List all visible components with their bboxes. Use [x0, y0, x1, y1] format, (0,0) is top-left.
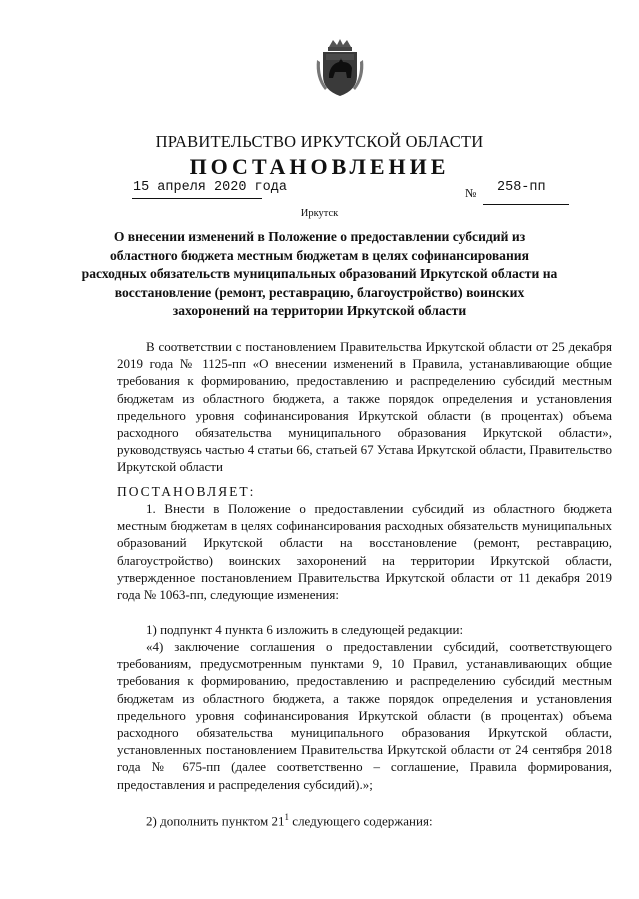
quoted-amendment-paragraph: «4) заключение соглашения о предоставлении субсидий, соответствующего требованиям, предусмотренным пунктами 9, 10 Правил, устанавливающих общие требования к формированию, предоставлению и распределению субсидий местным бюджетам из областного бюджета, а также порядок определения и установления предельного уровня софинансирования Иркутской области (в процентах) объема расходного обязательства муниципального образования Иркутской области, установленных постановлением Правительства Иркутской области от 24 сентября 2018 года № 675-пп (далее соответственно – соглашение, Правила формирования, предоставления и распределения субсидий).»; — [117, 639, 612, 792]
subitem-2-superscript: 1 — [284, 812, 290, 822]
document-title — [0, 228, 639, 321]
subitem-1-paragraph: 1) подпункт 4 пункта 6 изложить в следующей редакции: — [146, 622, 464, 637]
document-title-text: О внесении изменений в Положение о предоставлении субсидий из областного бюджета местным бюджетам в целях софинансирования расходных обязательств муниципальных образований Иркутской области на восстановление (ремонт, реставрацию, благоустройство) воинских захоронений на территории Иркутской области — [81, 229, 558, 318]
coat-of-arms-icon — [315, 38, 365, 98]
place-of-issue: Иркутск — [300, 208, 339, 219]
document-type-heading: ПОСТАНОВЛЕНИЕ — [189, 154, 450, 179]
document-date: 15 апреля 2020 года — [133, 180, 287, 195]
subitem-2-prefix: 2) дополнить пунктом 21 — [146, 813, 285, 829]
preamble-paragraph: В соответствии с постановлением Правительства Иркутской области от 25 декабря 2019 года № 1125-пп «О внесении изменений в Правила, устанавливающие общие требования к формированию, предоставлению и распределению субсидий местным бюджетам из областного бюджета, а также порядок определения и установления предельного уровня софинансирования Иркутской области (в процентах) объема расходного обязательства муниципального образования Иркутской области», руководствуясь частью 4 статьи 66, статьей 67 Устава Иркутской области, Правительство Иркутской области — [117, 339, 612, 475]
subitem-2-suffix: следующего содержания: — [289, 813, 433, 829]
number-underline — [483, 204, 569, 205]
subitem-2-paragraph — [117, 809, 612, 830]
resolve-heading: ПОСТАНОВЛЯЕТ: — [117, 484, 256, 499]
item-1-paragraph: 1. Внести в Положение о предоставлении субсидий из областного бюджета местным бюджетам в целях софинансирования расходных обязательств муниципальных образований Иркутской области на восстановление (ремонт, реставрацию, благоустройство) воинских захоронений на территории Иркутской области, утвержденное постановлением Правительства Иркутской области от 11 декабря 2019 года № 1063-пп, следующие изменения: — [117, 501, 612, 603]
issuing-authority: ПРАВИТЕЛЬСТВО ИРКУТСКОЙ ОБЛАСТИ — [155, 132, 484, 151]
number-sign: № — [465, 186, 477, 200]
document-number: 258-пп — [497, 180, 546, 195]
date-underline — [132, 198, 262, 199]
